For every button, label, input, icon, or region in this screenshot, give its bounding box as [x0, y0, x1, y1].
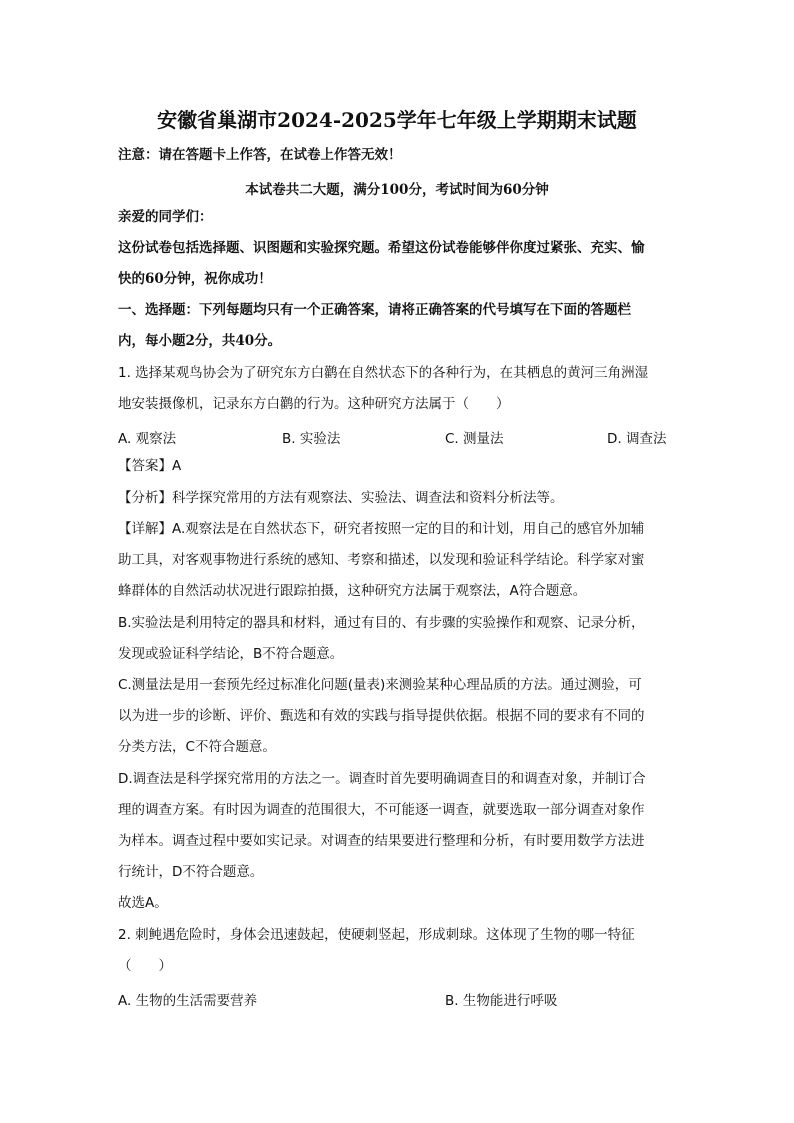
- q1-detail-line: 故选A。: [118, 895, 168, 911]
- q1-option-a: A. 观察法: [118, 431, 177, 447]
- q1-detail-line: 分类方法，C不符合题意。: [118, 739, 276, 755]
- intro-line-1: 这份试卷包括选择题、识图题和实验探究题。希望这份试卷能够伴你度过紧张、充实、愉: [118, 240, 645, 256]
- q2-option-a: A. 生物的生活需要营养: [118, 993, 258, 1009]
- exam-info: 本试卷共二大题，满分100分，考试时间为60分钟: [245, 182, 549, 198]
- q1-detail-line: 行统计，D不符合题意。: [118, 864, 264, 880]
- q1-detail-line: 蜂群体的自然活动状况进行跟踪拍摄，这种研究方法属于观察法，A符合题意。: [118, 583, 587, 599]
- q2-option-b: B. 生物能进行呼吸: [445, 993, 558, 1009]
- notice-text: 注意：请在答题卡上作答，在试卷上作答无效！: [118, 147, 402, 163]
- q1-detail-line: 以为进一步的诊断、评价、甄选和有效的实践与指导提供依据。根据不同的要求有不同的: [118, 708, 645, 724]
- q1-option-b: B. 实验法: [282, 431, 341, 447]
- q1-detail-line: C.测量法是用一套预先经过标准化问题(量表)来测验某种心理品质的方法。通过测验，可: [118, 677, 642, 693]
- question-2-line-2: （ ）: [118, 958, 172, 974]
- q1-detail-line: 发现或验证科学结论，B不符合题意。: [118, 646, 344, 662]
- q1-detail-line: B.实验法是利用特定的器具和材料，通过有目的、有步骤的实验操作和观察、记录分析，: [118, 615, 645, 631]
- question-1-line-1: 1. 选择某观鸟协会为了研究东方白鹳在自然状态下的各种行为，在其栖息的黄河三角洲湿: [118, 365, 649, 381]
- section-heading-line-2: 内，每小题2分，共40分。: [118, 333, 282, 349]
- page-title: 安徽省巢湖市2024-2025学年七年级上学期期末试题: [157, 108, 637, 132]
- q1-detail-line: 为样本。调查过程中要如实记录。对调查的结果要进行整理和分析，有时要用数学方法进: [118, 833, 645, 849]
- intro-line-2: 快的60分钟，祝你成功！: [118, 271, 272, 287]
- q1-answer: 【答案】A: [118, 458, 182, 474]
- question-1-line-2: 地安装摄像机，记录东方白鹳的行为。这种研究方法属于（ ）: [118, 396, 510, 412]
- question-2-line-1: 2. 刺鲀遇危险时，身体会迅速鼓起，使硬刺竖起，形成刺球。这体现了生物的哪一特征: [118, 927, 635, 943]
- section-heading-line-1: 一、选择题：下列每题均只有一个正确答案，请将正确答案的代号填写在下面的答题栏: [118, 302, 631, 318]
- q1-detail-line: 助工具，对客观事物进行系统的感知、考察和描述，以发现和验证科学结论。科学家对蜜: [118, 552, 645, 568]
- q1-detail-line: 【详解】A.观察法是在自然状态下，研究者按照一定的目的和计划，用自己的感官外加辅: [118, 521, 645, 537]
- q1-option-d: D. 调查法: [607, 431, 667, 447]
- q1-option-c: C. 测量法: [445, 431, 504, 447]
- q1-detail-line: 理的调查方案。有时因为调查的范围很大，不可能逐一调查，就要选取一部分调查对象作: [118, 802, 645, 818]
- greeting: 亲爱的同学们：: [118, 209, 213, 225]
- q1-analysis: 【分析】科学探究常用的方法有观察法、实验法、调查法和资料分析法等。: [118, 490, 564, 506]
- q1-detail-line: D.调查法是科学探究常用的方法之一。调查时首先要明确调查目的和调查对象，并制订合: [118, 771, 646, 787]
